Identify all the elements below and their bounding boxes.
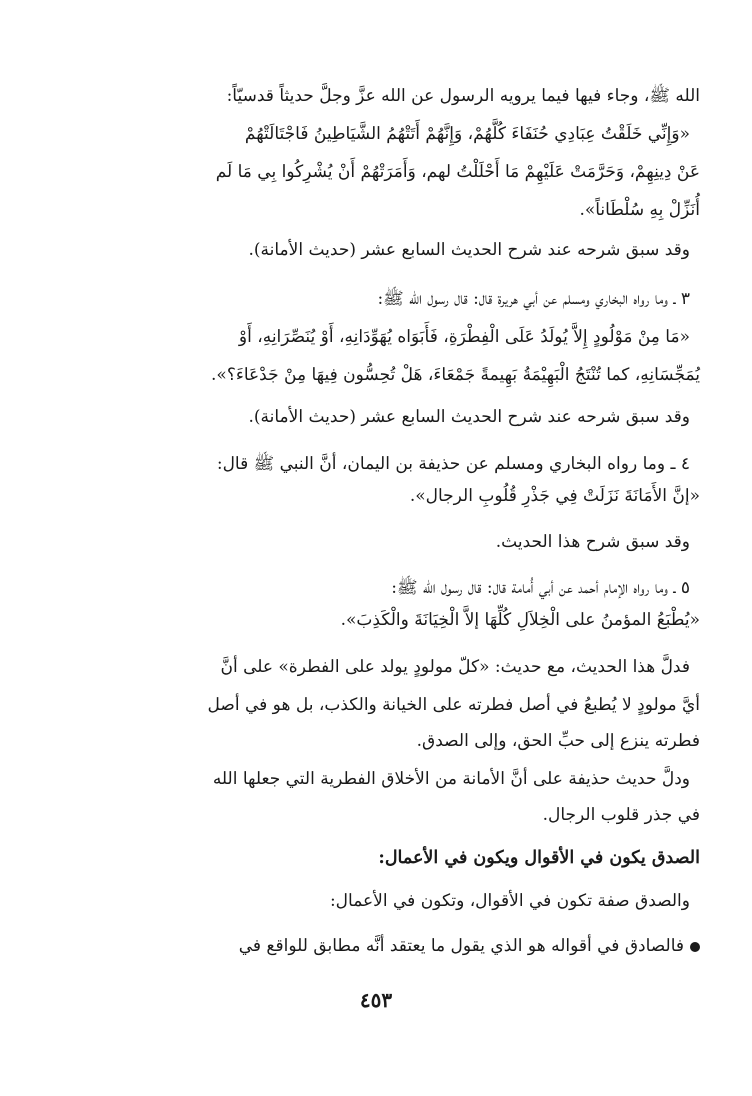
bullet-text: فالصادق في أقواله هو الذي يقول ما يعتقد أنَّه مطابق للواقع في (238, 936, 684, 956)
numbered-item: ٣ ـ وما رواه البخاري ومسلم عن أبي هريرة قال: قال رسول الله ﷺ: (377, 289, 690, 309)
hadith-quote-line: «إنَّ الأَمَانَةَ نَزَلَتْ فِي جَذْرِ قُلُوبِ الرجال». (409, 486, 700, 506)
numbered-item: ٤ ـ وما رواه البخاري ومسلم عن حذيفة بن اليمان، أنَّ النبي ﷺ قال: (216, 454, 690, 474)
hadith-quote-line: «مَا مِنْ مَوْلُودٍ إِلاَّ يُولَدُ عَلَى الْفِطْرَةِ، فَأَبَوَاه يُهَوِّدَانِهِ، أَوْ يُنَصِّرَانِهِ، أَوْ (238, 327, 690, 347)
hadith-quote-line: أُنَزِّلْ بِهِ سُلْطَاناً». (579, 200, 700, 220)
hadith-quote-line: «وَإِنِّي خَلَقْتُ عِبَادِي حُنَفَاءَ كُلَّهُمْ، وَإِنَّهُمْ أَتَتْهُمُ الشَّيَاطِينُ فَاجْتَالَتْهُمْ (244, 124, 690, 144)
hadith-quote-line: يُمَجِّسَانِهِ، كما تُنْتَجُ الْبَهِيْمَةُ بَهِيمةً جَمْعَاءَ، هَلْ تُحِسُّون فِيهَا مِنْ جَدْعَاءَ؟». (211, 365, 700, 385)
paragraph-line: ودلَّ حديث حذيفة على أنَّ الأمانة من الأخلاق الفطرية التي جعلها الله (212, 769, 690, 789)
section-heading: الصدق يكون في الأقوال ويكون في الأعمال: (378, 848, 700, 868)
text-line: وقد سبق شرحه عند شرح الحديث السابع عشر (حديث الأمانة). (248, 240, 690, 260)
text-line: وقد سبق شرحه عند شرح الحديث السابع عشر (حديث الأمانة). (248, 407, 690, 427)
paragraph-line: فدلَّ هذا الحديث، مع حديث: «كلّ مولودٍ يولد على الفطرة» على أنَّ (220, 657, 690, 677)
paragraph-line: فطرته ينزع إلى حبِّ الحق، وإلى الصدق. (416, 731, 700, 751)
hadith-quote-line: «يُطْبَعُ المؤمنُ على الْخِلاَلِ كُلِّهَا إلاَّ الْخِيَانَةَ والْكَذِبَ». (340, 610, 700, 630)
bullet-line (110, 934, 700, 958)
text-line: الله ﷺ، وجاء فيها فيما يرويه الرسول عن الله عزَّ وجلَّ حديثاً قدسيّاً: (226, 86, 700, 106)
paragraph-line: أيَّ مولودٍ لا يُطبعُ في أصل فطرته على الخيانة والكذب، بل هو في أصل (207, 695, 700, 715)
numbered-item: ٥ ـ وما رواه الإمام أحمد عن أبي أُمامة قال: قال رسول الله ﷺ: (391, 578, 690, 598)
hadith-quote-line: عَنْ دِينِهِمْ، وَحَرَّمَتْ عَلَيْهِمْ مَا أَحْلَلْتُ لهم، وَأَمَرَتْهُمْ أَنْ يُشْرِكُوا بِي مَا لَم (215, 162, 700, 182)
paragraph-line: والصدق صفة تكون في الأقوال، وتكون في الأعمال: (329, 891, 690, 911)
page-number: ٤٥٣ (359, 988, 393, 1012)
bullet-icon (690, 942, 700, 952)
paragraph-line: في جذر قلوب الرجال. (542, 805, 700, 825)
text-line: وقد سبق شرح هذا الحديث. (495, 532, 690, 552)
